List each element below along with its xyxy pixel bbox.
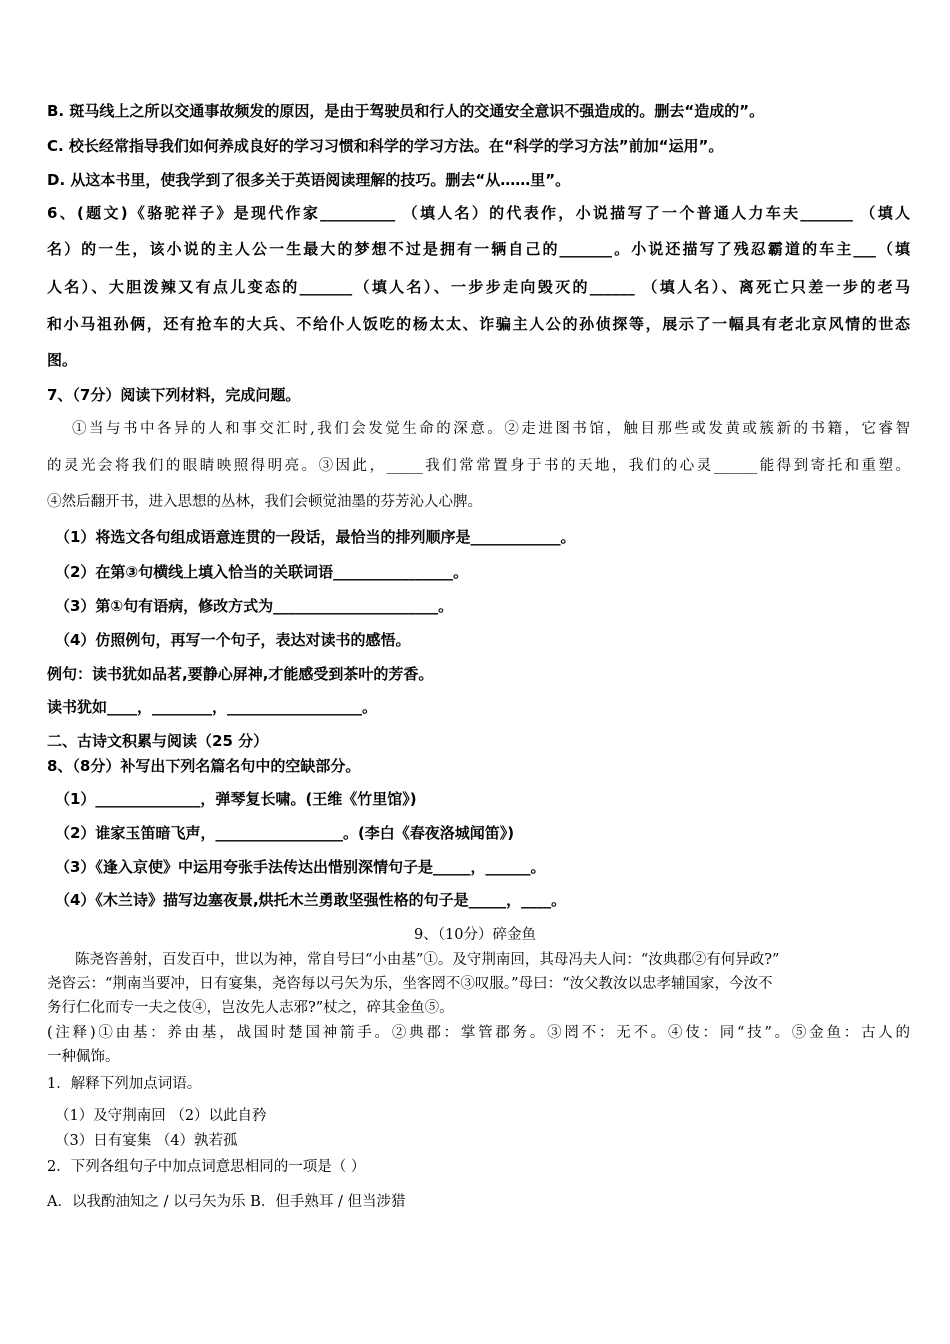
q8-sub-2: （2）谁家玉笛暗飞声，_________________。(李白《春夜洛城闻笛》) [55,824,515,842]
q7-passage-line-3: ④然后翻开书，进入思想的丛林，我们会顿觉油墨的芬芳沁人心脾。 [47,494,482,510]
q9-notes-line-2: 一种佩饰。 [47,1049,120,1065]
q9-notes-line-1: (注释)①由基：养由基，战国时楚国神箭手。②典郡：掌管郡务。③罔不：无不。④伎：同“技”。⑤金鱼：古人的 [47,1025,910,1041]
q7-sub-2: （2）在第③句横线上填入恰当的关联词语________________。 [55,563,469,581]
q9-sub-1-row-1: （1）及守荆南回 （2）以此自矜 [55,1108,267,1124]
q6-line-5: 图。 [47,351,78,369]
q7-passage-line-2: 的灵光会将我们的眼睛映照得明亮。③因此，_____我们常常置身于书的天地，我们的心灵______能得到寄托和重塑。 [47,458,910,474]
option-c-line: C. 校长经常指导我们如何养成良好的学习习惯和科学的学习方法。在“科学的学习方法”前加“运用”。 [47,137,724,155]
q7-sub-3: （3）第①句有语病，修改方式为______________________。 [55,597,454,615]
option-b-line: B. 斑马线上之所以交通事故频发的原因，是由于驾驶员和行人的交通安全意识不强造成的。删去“造成的”。 [47,102,765,120]
q7-sub-4: （4）仿照例句，再写一个句子，表达对读书的感悟。 [55,631,411,649]
q9-sub-2-options: A．以我酌油知之 / 以弓矢为乐 B．但手熟耳 / 但当涉猎 [47,1194,406,1210]
option-d-line: D. 从这本书里，使我学到了很多关于英语阅读理解的技巧。删去“从……里”。 [47,171,571,189]
q7-sub-1: （1）将选文各句组成语意连贯的一段话，最恰当的排列顺序是____________。 [55,528,576,546]
q7-example: 例句：读书犹如品茗,要静心屏神,才能感受到茶叶的芳香。 [47,665,434,683]
q9-sub-1-title: 1．解释下列加点词语。 [47,1076,202,1092]
q8-sub-1: （1）______________，弹琴复长啸。(王维《竹里馆》) [55,790,417,808]
q7-title: 7、（7分）阅读下列材料，完成问题。 [47,386,301,404]
q9-title: 9、（10分）碎金鱼 [414,927,536,943]
q6-line-2: 名）的一生，该小说的主人公一生最大的梦想不过是拥有一辆自己的_______。小说还描写了残忍霸道的车主___（填 [47,240,910,258]
q9-passage-line-1: 陈尧咨善射，百发百中，世以为神，常自号曰“小由基”①。及守荆南回，其母冯夫人问：“汝典郡②有何异政?” [75,952,780,968]
q9-passage-line-2: 尧咨云：“荆南当要冲，日有宴集，尧咨每以弓矢为乐，坐客罔不③叹服。”母曰：“汝父教汝以忠孝辅国家，今汝不 [47,976,773,992]
q6-line-4: 和小马祖孙俩，还有抢车的大兵、不给仆人饭吃的杨太太、诈骗主人公的孙侦探等，展示了一幅具有老北京风情的世态 [47,315,910,333]
q9-sub-1-row-2: （3）日有宴集 （4）孰若孤 [55,1133,238,1149]
q9-passage-line-3: 务行仁化而专一夫之伎④，岂汝先人志邪?”杖之，碎其金鱼⑤。 [47,1000,454,1016]
q7-answer-line: 读书犹如____，________，__________________。 [47,698,378,716]
q8-title: 8、（8分）补写出下列名篇名句中的空缺部分。 [47,757,361,775]
q8-sub-3: （3）《逢入京使》中运用夸张手法传达出惜别深情句子是_____，______。 [55,858,546,876]
q9-sub-2-title: 2．下列各组句子中加点词意思相同的一项是（ ） [47,1159,366,1175]
q6-line-3: 人名）、大胆泼辣又有点儿变态的_______（填人名）、一步步走向毁灭的______ （填人名）、离死亡只差一步的老马 [47,278,910,296]
q6-line-1: 6、(题文)《骆驼祥子》是现代作家__________ （填人名）的代表作，小说描写了一个普通人力车夫_______ （填人 [47,204,910,222]
q8-sub-4: （4）《木兰诗》描写边塞夜景,烘托木兰勇敢坚强性格的句子是_____，____。 [55,891,567,909]
section-2-heading: 二、古诗文积累与阅读（25 分） [47,732,269,750]
q7-passage-line-1: ①当与书中各异的人和事交汇时,我们会发觉生命的深意。②走进图书馆，触目那些或发黄或簇新的书籍，它睿智 [72,421,910,437]
